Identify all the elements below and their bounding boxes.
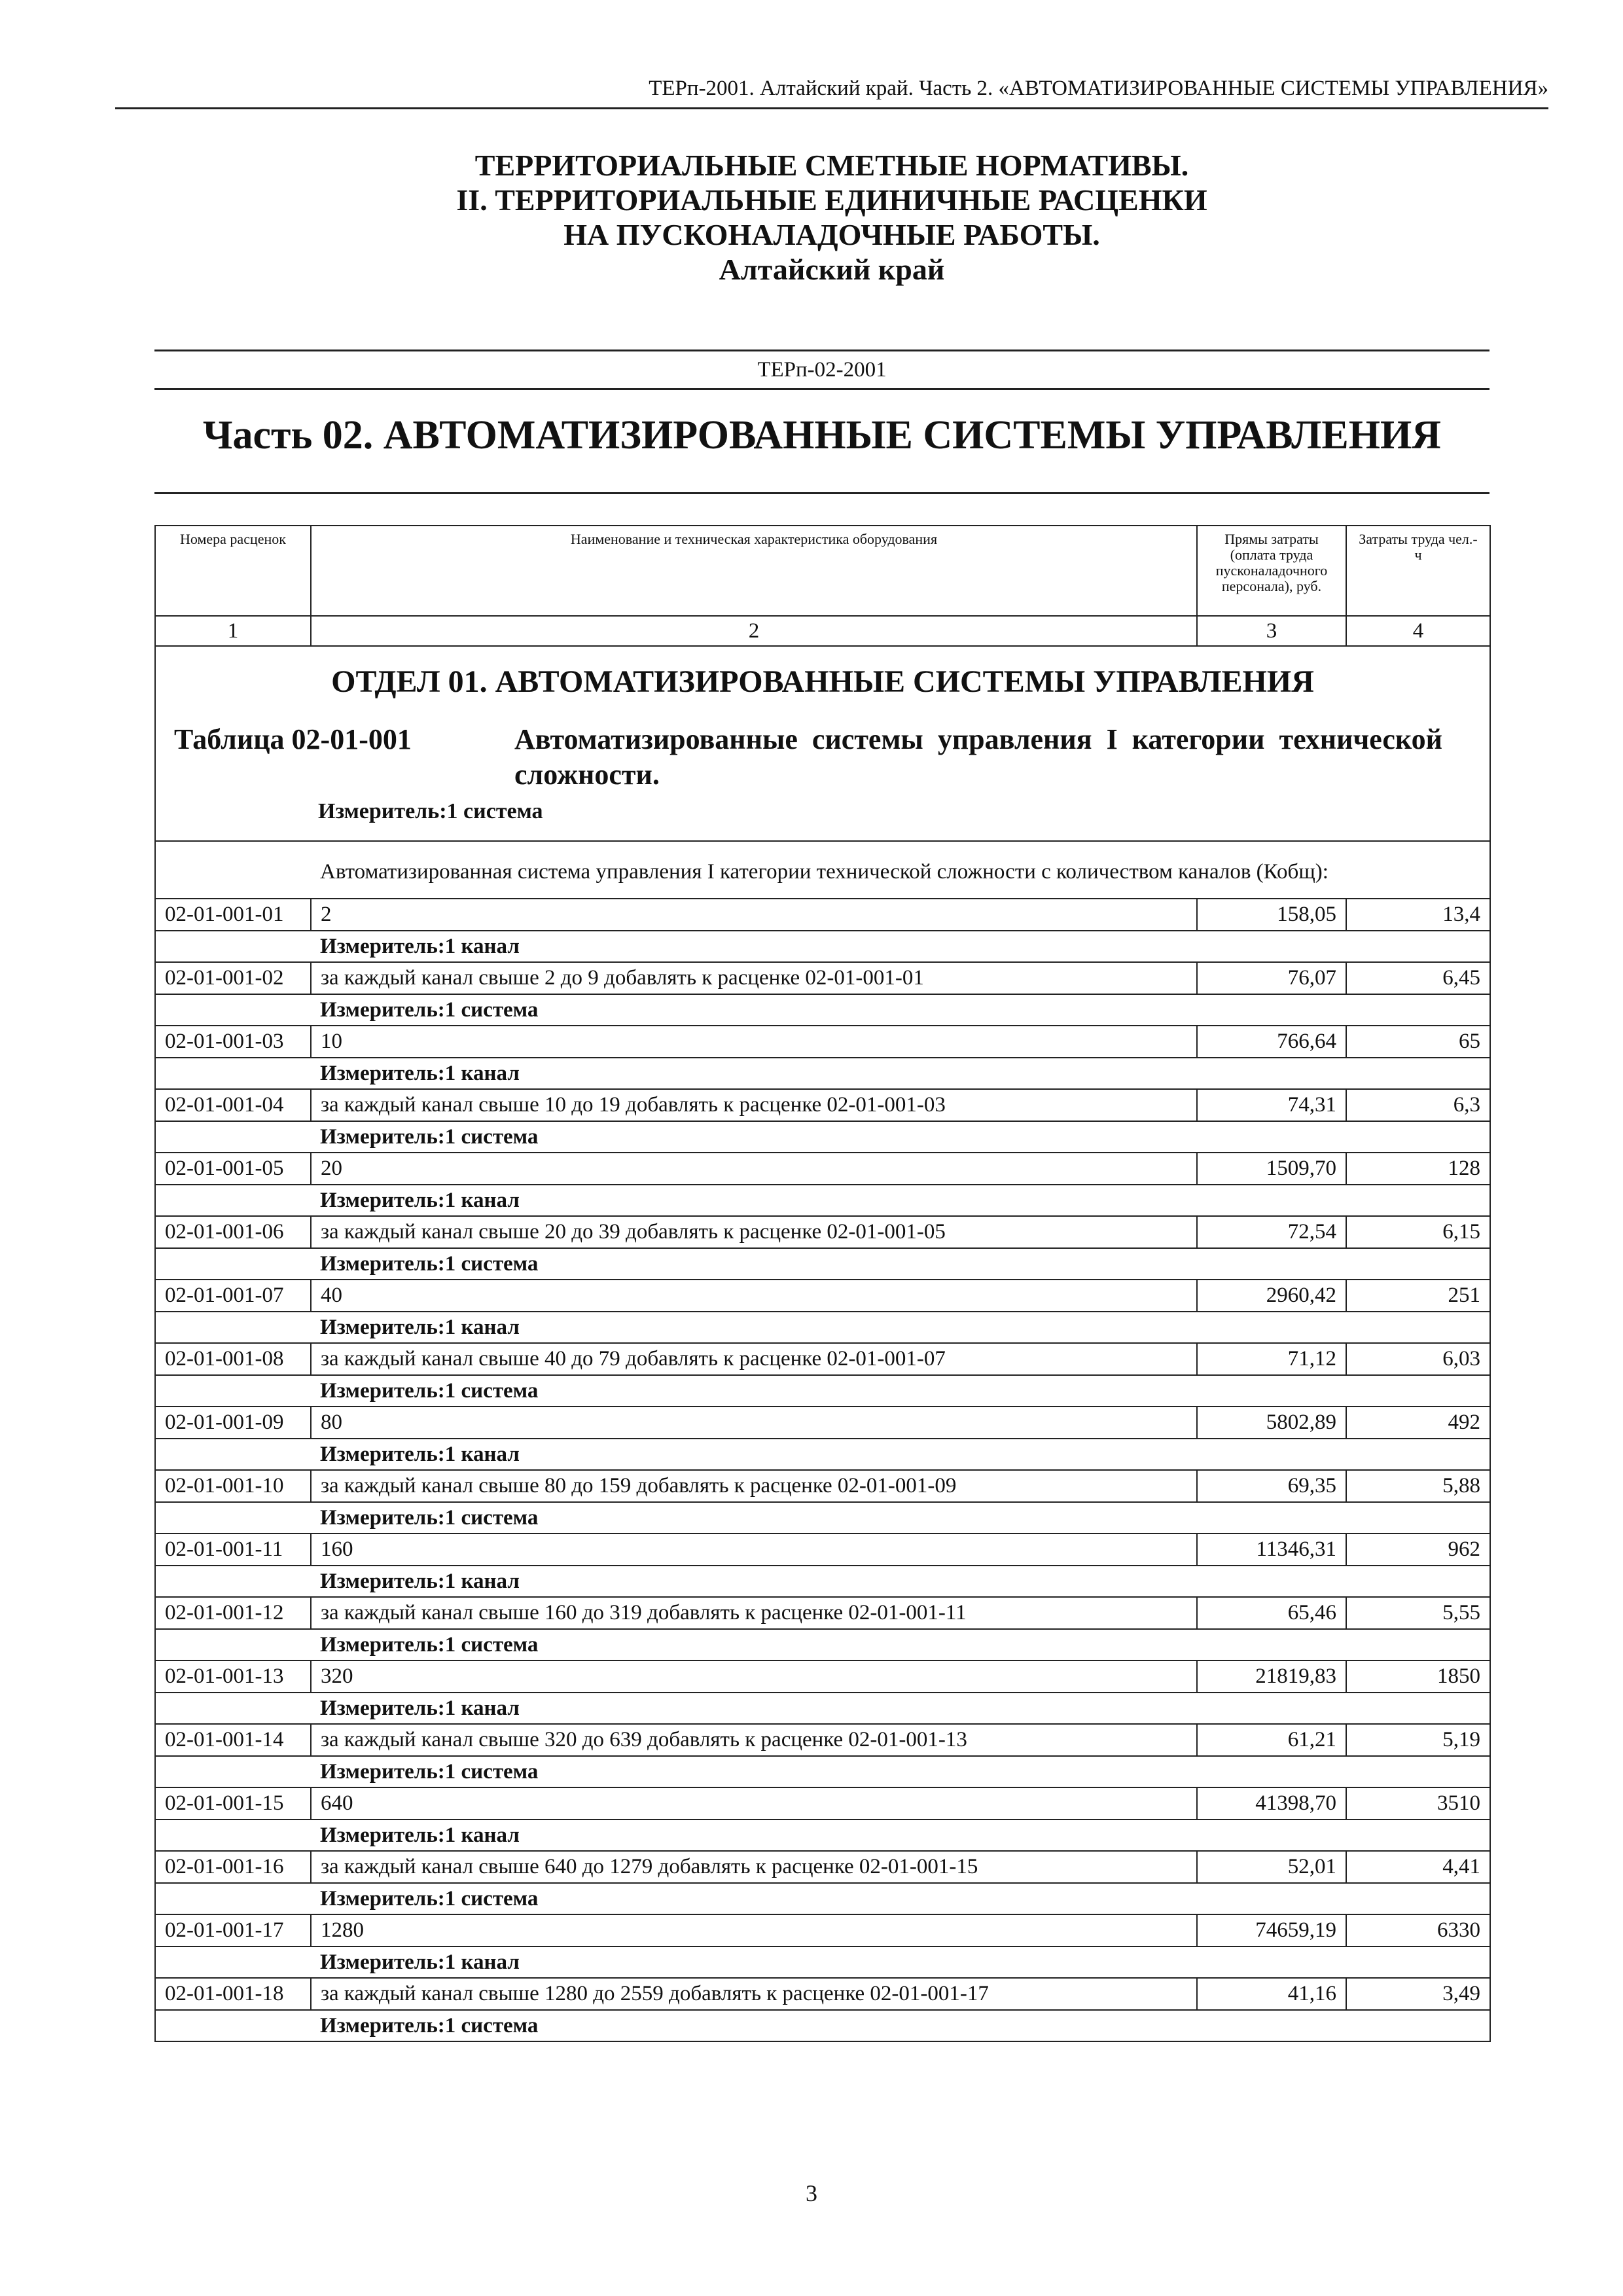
rate-code: 02-01-001-10 bbox=[155, 1470, 311, 1502]
unit-row bbox=[155, 1439, 1490, 1470]
direct-cost: 61,21 bbox=[1197, 1724, 1346, 1756]
labor-cost: 6,3 bbox=[1346, 1089, 1490, 1121]
unit-spacer bbox=[155, 1756, 311, 1787]
table-row bbox=[155, 1216, 1490, 1248]
rate-description: за каждый канал свыше 1280 до 2559 добавлять к расценке 02-01-001-17 bbox=[311, 1978, 1197, 2010]
labor-cost: 962 bbox=[1346, 1534, 1490, 1566]
unit-row bbox=[155, 2010, 1490, 2041]
unit-spacer bbox=[155, 994, 311, 1026]
unit-spacer bbox=[155, 1248, 311, 1280]
direct-cost: 1509,70 bbox=[1197, 1153, 1346, 1185]
rate-description: 80 bbox=[311, 1407, 1197, 1439]
unit-of-measure: Измеритель:1 система bbox=[311, 2010, 1490, 2041]
rate-code: 02-01-001-14 bbox=[155, 1724, 311, 1756]
table-caption bbox=[156, 722, 1489, 793]
rate-code: 02-01-001-15 bbox=[155, 1787, 311, 1820]
unit-spacer bbox=[155, 1439, 311, 1470]
unit-spacer bbox=[155, 1820, 311, 1851]
unit-row bbox=[155, 931, 1490, 962]
title-line: Алтайский край bbox=[719, 253, 945, 286]
table-row bbox=[155, 1026, 1490, 1058]
table-row bbox=[155, 1851, 1490, 1883]
rate-description: за каждый канал свыше 80 до 159 добавлять к расценке 02-01-001-09 bbox=[311, 1470, 1197, 1502]
table-row bbox=[155, 1978, 1490, 2010]
rate-description: 640 bbox=[311, 1787, 1197, 1820]
column-number: 2 bbox=[311, 616, 1197, 646]
unit-of-measure: Измеритель:1 канал bbox=[311, 1185, 1490, 1216]
labor-cost: 1850 bbox=[1346, 1660, 1490, 1693]
labor-cost: 5,19 bbox=[1346, 1724, 1490, 1756]
rate-description: 1280 bbox=[311, 1914, 1197, 1946]
unit-of-measure: Измеритель:1 система bbox=[311, 1629, 1490, 1660]
direct-cost: 52,01 bbox=[1197, 1851, 1346, 1883]
direct-cost: 72,54 bbox=[1197, 1216, 1346, 1248]
unit-row bbox=[155, 1883, 1490, 1914]
title-line: ТЕРРИТОРИАЛЬНЫЕ СМЕТНЫЕ НОРМАТИВЫ. bbox=[474, 149, 1189, 182]
table-row bbox=[155, 962, 1490, 994]
labor-cost: 6,45 bbox=[1346, 962, 1490, 994]
direct-cost: 65,46 bbox=[1197, 1597, 1346, 1629]
unit-of-measure: Измеритель:1 канал bbox=[311, 1439, 1490, 1470]
unit-of-measure: Измеритель:1 канал bbox=[311, 1820, 1490, 1851]
title-line: НА ПУСКОНАЛАДОЧНЫЕ РАБОТЫ. bbox=[563, 218, 1100, 251]
direct-cost: 766,64 bbox=[1197, 1026, 1346, 1058]
rate-description: за каждый канал свыше 160 до 319 добавлять к расценке 02-01-001-11 bbox=[311, 1597, 1197, 1629]
table-row bbox=[155, 1660, 1490, 1693]
rate-code: 02-01-001-18 bbox=[155, 1978, 311, 2010]
table-row bbox=[155, 1914, 1490, 1946]
rate-code: 02-01-001-12 bbox=[155, 1597, 311, 1629]
unit-row bbox=[155, 1185, 1490, 1216]
section-title: ОТДЕЛ 01. АВТОМАТИЗИРОВАННЫЕ СИСТЕМЫ УПРАВЛЕНИЯ bbox=[331, 664, 1314, 699]
rate-code: 02-01-001-06 bbox=[155, 1216, 311, 1248]
unit-row bbox=[155, 1248, 1490, 1280]
group-heading-row bbox=[155, 841, 1490, 899]
unit-row bbox=[155, 1946, 1490, 1978]
rate-code: 02-01-001-01 bbox=[155, 899, 311, 931]
column-number: 1 bbox=[155, 616, 311, 646]
labor-cost: 3,49 bbox=[1346, 1978, 1490, 2010]
unit-row bbox=[155, 994, 1490, 1026]
labor-cost: 3510 bbox=[1346, 1787, 1490, 1820]
unit-of-measure: Измеритель:1 канал bbox=[311, 1058, 1490, 1089]
labor-cost: 5,55 bbox=[1346, 1597, 1490, 1629]
header-rate-number: Номера расценок bbox=[155, 526, 311, 616]
rate-description: за каждый канал свыше 320 до 639 добавлять к расценке 02-01-001-13 bbox=[311, 1724, 1197, 1756]
document-code: ТЕРп-02-2001 bbox=[154, 350, 1489, 390]
rate-code: 02-01-001-13 bbox=[155, 1660, 311, 1693]
header-direct-costs: Прямы затраты (оплата труда пусконаладочного персонала), руб. bbox=[1197, 526, 1346, 616]
unit-row bbox=[155, 1566, 1490, 1597]
table-row bbox=[155, 1534, 1490, 1566]
unit-spacer bbox=[155, 1883, 311, 1914]
page-number: 3 bbox=[806, 2180, 817, 2206]
table-row bbox=[155, 1089, 1490, 1121]
unit-spacer bbox=[155, 1121, 311, 1153]
direct-cost: 74659,19 bbox=[1197, 1914, 1346, 1946]
unit-row bbox=[155, 1693, 1490, 1724]
unit-row bbox=[155, 1756, 1490, 1787]
rate-code: 02-01-001-02 bbox=[155, 962, 311, 994]
unit-of-measure: Измеритель:1 система bbox=[311, 1121, 1490, 1153]
unit-spacer bbox=[155, 1693, 311, 1724]
rate-description: 320 bbox=[311, 1660, 1197, 1693]
unit-of-measure: Измеритель:1 система bbox=[311, 1248, 1490, 1280]
unit-of-measure: Измеритель:1 система bbox=[311, 1756, 1490, 1787]
unit-of-measure: Измеритель:1 канал bbox=[311, 1312, 1490, 1343]
labor-cost: 4,41 bbox=[1346, 1851, 1490, 1883]
rate-code: 02-01-001-17 bbox=[155, 1914, 311, 1946]
rate-code: 02-01-001-03 bbox=[155, 1026, 311, 1058]
rate-code: 02-01-001-07 bbox=[155, 1280, 311, 1312]
title-line: II. ТЕРРИТОРИАЛЬНЫЕ ЕДИНИЧНЫЕ РАСЦЕНКИ bbox=[456, 183, 1207, 217]
unit-spacer bbox=[155, 1566, 311, 1597]
unit-spacer bbox=[155, 1312, 311, 1343]
direct-cost: 158,05 bbox=[1197, 899, 1346, 931]
header-labor-costs: Затраты труда чел.-ч bbox=[1346, 526, 1490, 616]
running-header: ТЕРп-2001. Алтайский край. Часть 2. «АВТОМАТИЗИРОВАННЫЕ СИСТЕМЫ УПРАВЛЕНИЯ» bbox=[115, 73, 1548, 109]
rates-table bbox=[154, 525, 1491, 2042]
rate-description: за каждый канал свыше 2 до 9 добавлять к расценке 02-01-001-01 bbox=[311, 962, 1197, 994]
unit-spacer bbox=[155, 1502, 311, 1534]
direct-cost: 71,12 bbox=[1197, 1343, 1346, 1375]
unit-of-measure: Измеритель:1 система bbox=[311, 994, 1490, 1026]
unit-of-measure: Измеритель:1 канал bbox=[311, 1566, 1490, 1597]
table-row bbox=[155, 899, 1490, 931]
table-row bbox=[155, 1470, 1490, 1502]
table-caption-number: Таблица 02-01-001 bbox=[174, 723, 412, 755]
rate-description: за каждый канал свыше 10 до 19 добавлять к расценке 02-01-001-03 bbox=[311, 1089, 1197, 1121]
rate-description: 160 bbox=[311, 1534, 1197, 1566]
unit-spacer bbox=[155, 1946, 311, 1978]
labor-cost: 251 bbox=[1346, 1280, 1490, 1312]
labor-cost: 65 bbox=[1346, 1026, 1490, 1058]
labor-cost: 6,03 bbox=[1346, 1343, 1490, 1375]
column-number: 3 bbox=[1197, 616, 1346, 646]
rate-description: 20 bbox=[311, 1153, 1197, 1185]
unit-of-measure: Измеритель:1 канал bbox=[311, 931, 1490, 962]
unit-row bbox=[155, 1375, 1490, 1407]
unit-row bbox=[155, 1629, 1490, 1660]
table-header-row bbox=[155, 526, 1490, 616]
rate-description: 2 bbox=[311, 899, 1197, 931]
direct-cost: 41,16 bbox=[1197, 1978, 1346, 2010]
direct-cost: 11346,31 bbox=[1197, 1534, 1346, 1566]
direct-cost: 69,35 bbox=[1197, 1470, 1346, 1502]
rate-code: 02-01-001-09 bbox=[155, 1407, 311, 1439]
labor-cost: 128 bbox=[1346, 1153, 1490, 1185]
rate-description: за каждый канал свыше 40 до 79 добавлять к расценке 02-01-001-07 bbox=[311, 1343, 1197, 1375]
unit-spacer bbox=[155, 1375, 311, 1407]
unit-spacer bbox=[155, 2010, 311, 2041]
unit-of-measure: Измеритель:1 канал bbox=[311, 1693, 1490, 1724]
direct-cost: 74,31 bbox=[1197, 1089, 1346, 1121]
unit-of-measure: Измеритель:1 система bbox=[311, 1502, 1490, 1534]
table-row bbox=[155, 1280, 1490, 1312]
table-row bbox=[155, 1787, 1490, 1820]
direct-cost: 41398,70 bbox=[1197, 1787, 1346, 1820]
labor-cost: 5,88 bbox=[1346, 1470, 1490, 1502]
column-number-row bbox=[155, 616, 1490, 646]
header-description: Наименование и техническая характеристика оборудования bbox=[311, 526, 1197, 616]
table-row bbox=[155, 1153, 1490, 1185]
group-heading: Автоматизированная система управления I категории технической сложности с количеством каналов (Кобщ): bbox=[311, 841, 1490, 899]
table-row bbox=[155, 1343, 1490, 1375]
rate-description: за каждый канал свыше 640 до 1279 добавлять к расценке 02-01-001-15 bbox=[311, 1851, 1197, 1883]
direct-cost: 2960,42 bbox=[1197, 1280, 1346, 1312]
section-row bbox=[155, 646, 1490, 841]
labor-cost: 6,15 bbox=[1346, 1216, 1490, 1248]
column-number: 4 bbox=[1346, 616, 1490, 646]
unit-row bbox=[155, 1312, 1490, 1343]
table-row bbox=[155, 1597, 1490, 1629]
rate-description: 10 bbox=[311, 1026, 1197, 1058]
rate-code: 02-01-001-16 bbox=[155, 1851, 311, 1883]
unit-row bbox=[155, 1121, 1490, 1153]
labor-cost: 13,4 bbox=[1346, 899, 1490, 931]
labor-cost: 6330 bbox=[1346, 1914, 1490, 1946]
part-title: Часть 02. АВТОМАТИЗИРОВАННЫЕ СИСТЕМЫ УПРАВЛЕНИЯ bbox=[203, 413, 1441, 457]
rate-code: 02-01-001-05 bbox=[155, 1153, 311, 1185]
unit-spacer bbox=[155, 1058, 311, 1089]
rate-code: 02-01-001-11 bbox=[155, 1534, 311, 1566]
unit-spacer bbox=[155, 1185, 311, 1216]
unit-spacer bbox=[155, 1629, 311, 1660]
document-title bbox=[115, 148, 1548, 287]
table-row bbox=[155, 1407, 1490, 1439]
unit-of-measure: Измеритель:1 система bbox=[318, 799, 543, 823]
divider bbox=[154, 492, 1489, 494]
direct-cost: 21819,83 bbox=[1197, 1660, 1346, 1693]
table-caption-name: Автоматизированные системы управления I категории технической сложности. bbox=[514, 723, 1442, 791]
group-heading-spacer bbox=[155, 841, 311, 899]
unit-spacer bbox=[155, 931, 311, 962]
rate-description: за каждый канал свыше 20 до 39 добавлять к расценке 02-01-001-05 bbox=[311, 1216, 1197, 1248]
labor-cost: 492 bbox=[1346, 1407, 1490, 1439]
unit-row bbox=[155, 1820, 1490, 1851]
rate-code: 02-01-001-08 bbox=[155, 1343, 311, 1375]
unit-of-measure: Измеритель:1 канал bbox=[311, 1946, 1490, 1978]
unit-row bbox=[155, 1058, 1490, 1089]
unit-of-measure: Измеритель:1 система bbox=[311, 1883, 1490, 1914]
unit-row bbox=[155, 1502, 1490, 1534]
rate-description: 40 bbox=[311, 1280, 1197, 1312]
rate-code: 02-01-001-04 bbox=[155, 1089, 311, 1121]
direct-cost: 5802,89 bbox=[1197, 1407, 1346, 1439]
direct-cost: 76,07 bbox=[1197, 962, 1346, 994]
unit-of-measure: Измеритель:1 система bbox=[311, 1375, 1490, 1407]
table-row bbox=[155, 1724, 1490, 1756]
section-cell bbox=[155, 646, 1490, 841]
